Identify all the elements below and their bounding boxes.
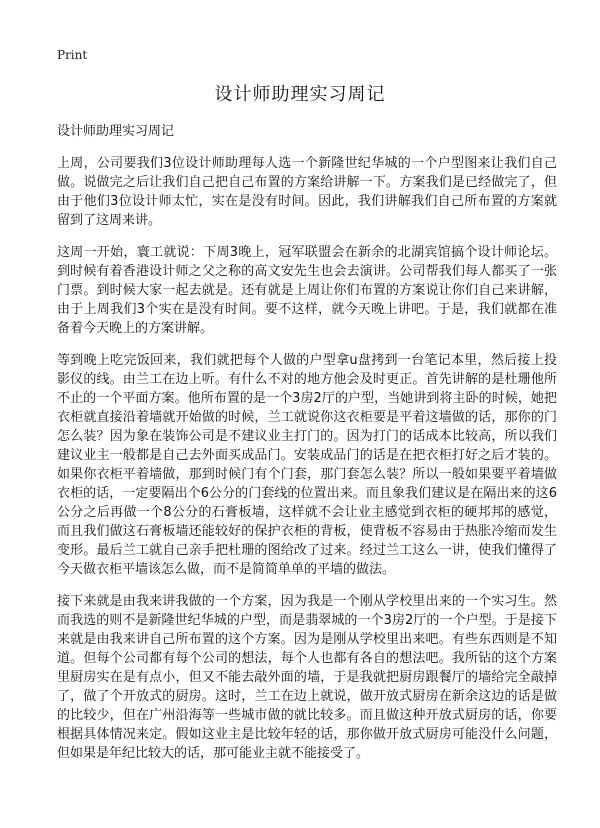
page-title: 设计师助理实习周记	[214, 84, 386, 105]
paragraph-4: 接下来就是由我来讲我做的一个方案，因为我是一个刚从学校里出来的一个实习生。然而我选的则不是新隆世纪华城的户型，而是翡翠城的一个3房2厅的一个户型。于是接下来就是由我来讲自己所布置的这个方案。因为是刚从学校里出来吧。有些东西则是不知道。但每个公司都有每个公司的想法，每个人也都有各自的想法吧。我所钻的这个方案里厨房实在是有点小，但又不能去敲外面的墙，于是我就把厨房跟餐厅的墙给完全敲掉了，做了个开放式的厨房。这时，兰工在边上就说，做开放式厨房在新余这边的话是做的比较少，但在广州沿海等一些城市做的就比较多。而且做这种开放式厨房的话，你要根据具体情况来定。假如这业主是比较年轻的话，那你做开放式厨房可能没什么问题，但如果是年纪比较大的话，那可能业主就不能接受了。	[57, 594, 557, 761]
article-subtitle: 设计师助理实习周记	[57, 124, 175, 139]
print-link[interactable]: Print	[57, 48, 88, 62]
paragraph-3: 等到晚上吃完饭回来，我们就把每个人做的户型拿u盘拷到一台笔记本里，然后接上投影仪的线。由兰工在边上听。有什么不对的地方他会及时更正。首先讲解的是杜珊他所不止的一个平面方案。他所布置的是一个3房2厅的户型，当她讲到将主卧的时候，她把衣柜就直接沿着墙就开始做的时候，兰工就说你这衣柜要是平着这墙做的话，那你的门怎么装？因为象在装饰公司是不建议业主打门的。因为打门的话成本比较高，所以我们建议业主一般都是自己去外面买成品门。安装成品门的话是在把衣柜打好之后才装的。如果你衣柜平着墙做，那到时候门有个门套，那门套怎么装？所以一般如果要平着墙做衣柜的话，一定要隔出个6公分的门套线的位置出来。而且象我们建议是在隔出来的这6公分之后再做一个8公分的石膏板墙，这样就不会让业主感觉到衣柜的硬邦邦的感觉，而且我们做这石膏板墙还能较好的保护衣柜的背板，使背板不容易由于热胀冷缩而发生变形。最后兰工就自己亲手把杜珊的图给改了过来。经过兰工这么一讲，使我们懂得了今天做衣柜平墙该怎么做，而不是简简单单的平墙的做法。	[57, 353, 557, 577]
paragraph-1: 上周，公司要我们3位设计师助理每人选一个新隆世纪华城的一个户型图来让我们自己做。说做完之后让我们自己把自己布置的方案给讲解一下。方案我们是已经做完了，但由于他们3位设计师太忙，实在是没有时间。因此，我们讲解我们自己所布置的方案就留到了这周来讲。	[57, 156, 557, 228]
paragraph-2: 这周一开始，寰工就说：下周3晚上，冠军联盟会在新余的北湖宾馆搞个设计师论坛。到时候有着香港设计师之父之称的高文安先生也会去演讲。公司帮我们每人都买了一张门票。到时候大家一起去就是。还有就是上周让你们布置的方案说让你们自己来讲解，由于上周我们3个实在是没有时间。要不这样，就今天晚上讲吧。于是，我们就都在准备着今天晚上的方案讲解。	[57, 245, 557, 336]
article-body	[57, 122, 557, 776]
